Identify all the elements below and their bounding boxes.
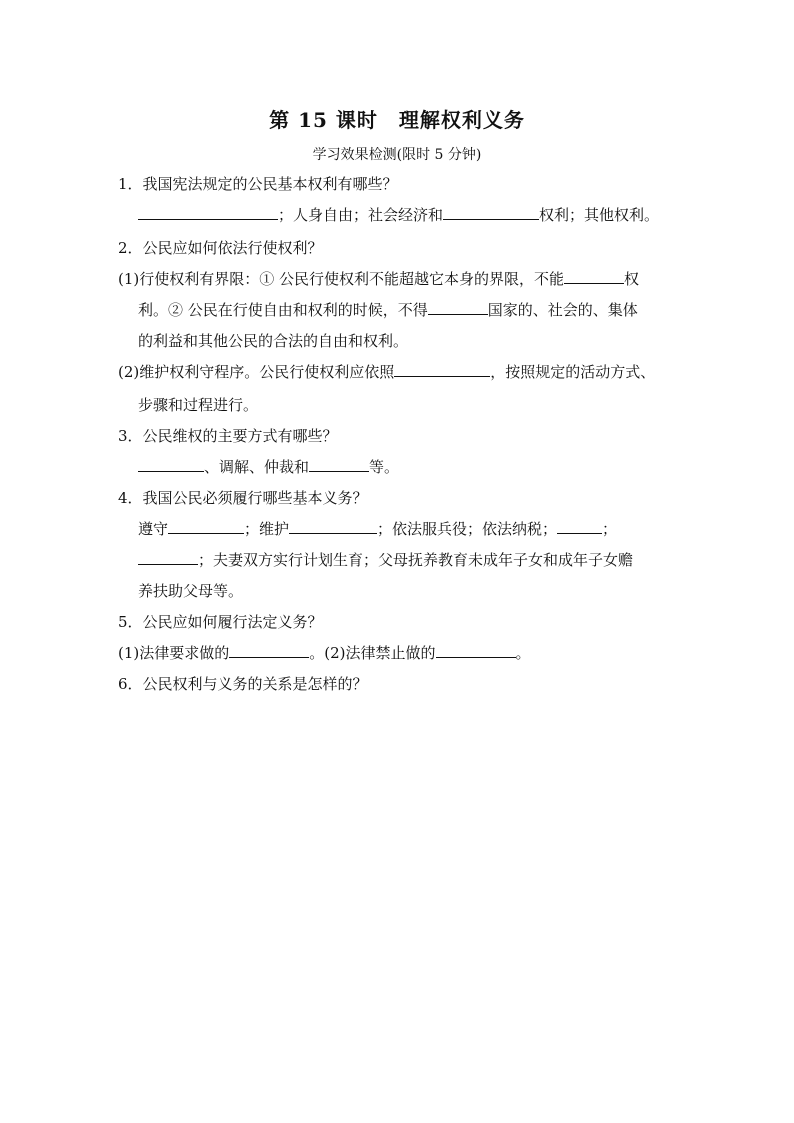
fill-blank[interactable] xyxy=(138,457,204,472)
answer-text: 。 xyxy=(515,644,531,662)
answer-5 xyxy=(118,643,531,663)
fill-blank[interactable] xyxy=(428,300,488,315)
fill-blank[interactable] xyxy=(309,457,369,472)
answer-4-line-1 xyxy=(138,519,617,539)
fill-blank[interactable] xyxy=(168,519,244,534)
question-4: 4．我国公民必须履行哪些基本义务？ xyxy=(118,489,368,507)
answer-1 xyxy=(138,205,659,225)
answer-2-part-1-line-2 xyxy=(138,300,638,320)
fill-blank[interactable] xyxy=(557,519,602,534)
answer-text: ；夫妻双方实行计划生育；父母抚养教育未成年子女和成年子女赡 xyxy=(198,551,634,569)
answer-text: ；维护 xyxy=(244,520,290,538)
answer-text: 遵守 xyxy=(138,520,169,538)
question-2: 2．公民应如何依法行使权利？ xyxy=(118,239,323,257)
question-3: 3．公民维权的主要方式有哪些？ xyxy=(118,427,338,445)
fill-blank[interactable] xyxy=(138,550,198,565)
answer-text: ；人身自由；社会经济和 xyxy=(278,206,444,224)
page-subtitle: 学习效果检测(限时 5 分钟) xyxy=(312,147,482,163)
answer-text: 、调解、仲裁和 xyxy=(204,458,310,476)
answer-2-part-1-line-1 xyxy=(118,269,639,289)
answer-text: (2)维护权利守程序。公民行使权利应依照 xyxy=(118,363,395,381)
answer-text: ； xyxy=(602,520,618,538)
answer-text: 权利；其他权利。 xyxy=(539,206,660,224)
answer-2-part-1-line-3: 的利益和其他公民的合法的自由和权利。 xyxy=(138,332,409,350)
question-1: 1．我国宪法规定的公民基本权利有哪些？ xyxy=(118,175,398,193)
answer-2-part-2-line-1 xyxy=(118,362,655,382)
fill-blank[interactable] xyxy=(394,362,490,377)
answer-4-line-3: 养扶助父母等。 xyxy=(138,582,244,600)
question-6: 6．公民权利与义务的关系是怎样的？ xyxy=(118,675,368,693)
answer-text: (1)法律要求做的 xyxy=(118,644,230,662)
answer-2-part-2-line-2: 步骤和过程进行。 xyxy=(138,396,259,414)
fill-blank[interactable] xyxy=(564,269,624,284)
answer-4-line-2 xyxy=(138,550,633,570)
fill-blank[interactable] xyxy=(443,205,539,220)
answer-text: ，按照规定的活动方式、 xyxy=(490,363,656,381)
question-5: 5．公民应如何履行法定义务？ xyxy=(118,613,323,631)
answer-text: 利。② 公民在行使自由和权利的时候，不得 xyxy=(138,301,428,319)
fill-blank[interactable] xyxy=(229,643,309,658)
answer-3 xyxy=(138,457,399,477)
answer-text: (1)行使权利有界限：① 公民行使权利不能超越它本身的界限，不能 xyxy=(118,270,565,288)
answer-text: 。(2)法律禁止做的 xyxy=(309,644,436,662)
fill-blank[interactable] xyxy=(138,205,278,220)
fill-blank[interactable] xyxy=(289,519,377,534)
answer-text: 权 xyxy=(624,270,640,288)
fill-blank[interactable] xyxy=(436,643,516,658)
answer-text: ；依法服兵役；依法纳税； xyxy=(377,520,558,538)
answer-text: 国家的、社会的、集体 xyxy=(487,301,638,319)
answer-text: 等。 xyxy=(369,458,400,476)
page-title: 第 15 课时 理解权利义务 xyxy=(269,108,525,132)
